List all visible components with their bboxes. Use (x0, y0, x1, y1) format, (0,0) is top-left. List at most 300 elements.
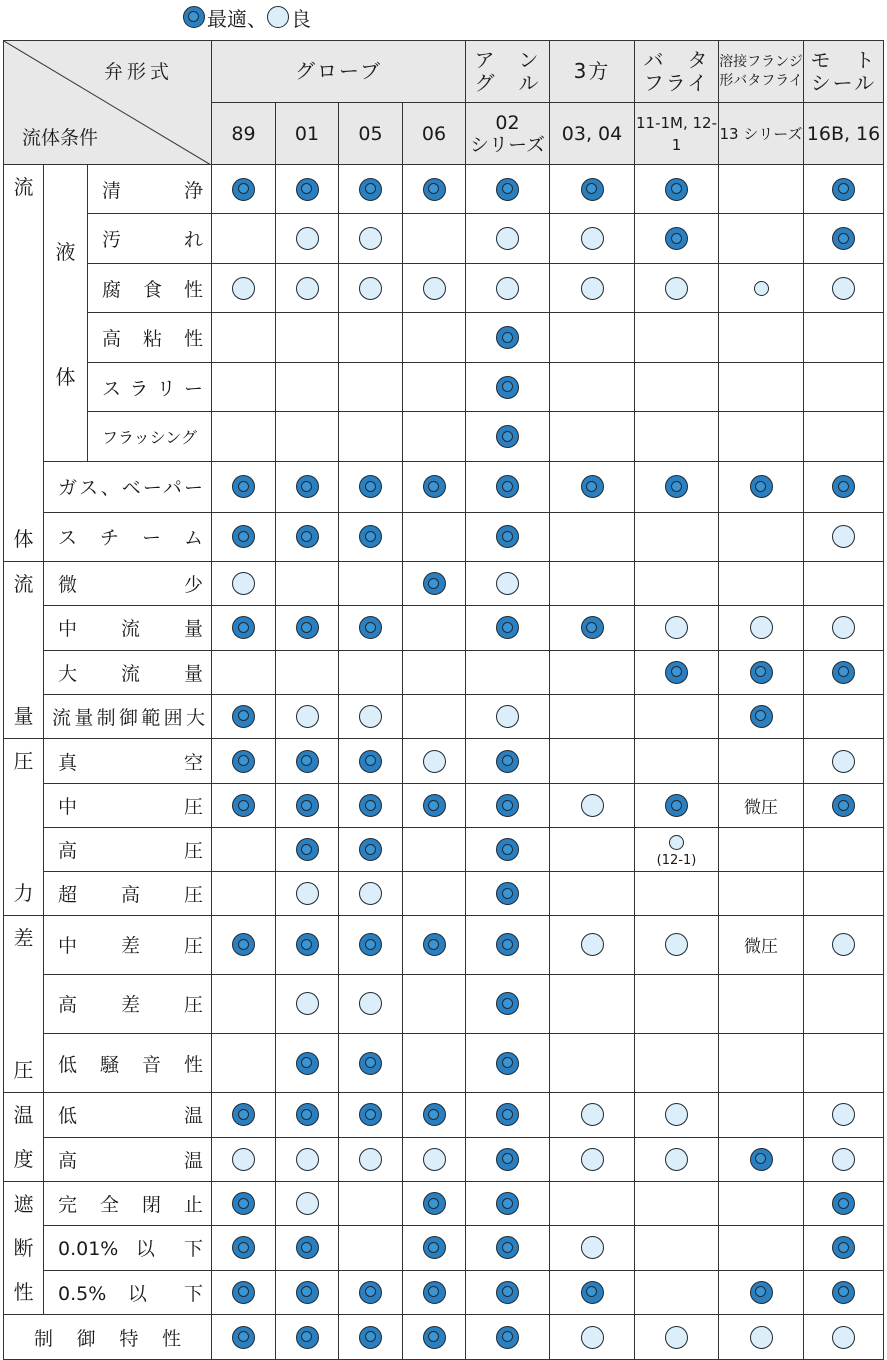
category-diffp: 差 圧 (4, 916, 44, 1093)
rating-cell (403, 1093, 466, 1138)
fluid-condition-heading: 流体条件 (22, 127, 99, 149)
good-mark-icon (581, 933, 604, 956)
group-butterfly: バ タ フライ (635, 41, 719, 103)
rating-cell (466, 461, 550, 512)
best-mark-icon (423, 1192, 446, 1215)
rating-cell (212, 650, 276, 694)
good-mark-icon (496, 572, 519, 595)
condition-label: 高 差 圧 (44, 974, 212, 1034)
group-angle: ア ン グ ル (466, 41, 550, 103)
rating-cell (804, 214, 884, 263)
rating-cell (635, 412, 719, 461)
best-mark-icon (496, 992, 519, 1015)
best-mark-icon (232, 933, 255, 956)
rating-cell (403, 739, 466, 784)
best-mark-icon (750, 475, 773, 498)
rating-cell (804, 784, 884, 828)
rating-cell (719, 313, 804, 362)
best-mark-icon (359, 525, 382, 548)
rating-cell (466, 650, 550, 694)
condition-label: 0.01% 以 下 (44, 1226, 212, 1270)
table-row (4, 1034, 884, 1093)
rating-cell (550, 1226, 635, 1270)
rating-cell (635, 784, 719, 828)
rating-cell (804, 872, 884, 916)
rating-cell (550, 313, 635, 362)
good-mark-icon (750, 616, 773, 639)
rating-cell (635, 1226, 719, 1270)
best-mark-icon (496, 178, 519, 201)
rating-cell (212, 1093, 276, 1138)
rating-cell (212, 1034, 276, 1093)
rating-cell (550, 739, 635, 784)
rating-cell (212, 461, 276, 512)
best-mark-icon (232, 1192, 255, 1215)
rating-cell (212, 512, 276, 562)
best-mark-icon (296, 750, 319, 773)
best-mark-icon (665, 178, 688, 201)
rating-cell (550, 1270, 635, 1314)
condition-label: ス チ ー ム (44, 512, 212, 562)
rating-cell (276, 1315, 339, 1360)
rating-cell (212, 313, 276, 362)
rating-cell (339, 739, 403, 784)
rating-cell (276, 562, 339, 606)
rating-cell (719, 739, 804, 784)
best-mark-icon (423, 178, 446, 201)
rating-cell (339, 974, 403, 1034)
rating-cell (403, 828, 466, 872)
rating-cell (212, 916, 276, 975)
table-row (4, 165, 884, 214)
good-mark-icon (581, 1148, 604, 1171)
rating-cell (804, 461, 884, 512)
rating-cell (276, 916, 339, 975)
valve-selection-table (3, 40, 884, 1360)
table-row (4, 606, 884, 650)
good-mark-icon (296, 705, 319, 728)
best-mark-icon (832, 475, 855, 498)
rating-cell (719, 1315, 804, 1360)
best-mark-icon (496, 1236, 519, 1259)
best-mark-icon (296, 525, 319, 548)
rating-cell (550, 512, 635, 562)
rating-cell (212, 412, 276, 461)
legend-best-label: 最適、 (207, 6, 267, 31)
table-row (4, 974, 884, 1034)
condition-label: 真 空 (44, 739, 212, 784)
rating-cell (403, 263, 466, 312)
best-mark-icon (359, 750, 382, 773)
good-mark-icon (359, 1148, 382, 1171)
condition-label: 高 粘 性 (88, 313, 212, 362)
rating-cell (403, 1182, 466, 1226)
best-mark-icon (832, 661, 855, 684)
rating-cell: 微圧 (719, 916, 804, 975)
rating-cell (403, 974, 466, 1034)
best-mark-icon (665, 794, 688, 817)
good-mark-icon (665, 1326, 688, 1349)
best-mark-icon (296, 794, 319, 817)
rating-cell (550, 784, 635, 828)
best-mark-icon (232, 750, 255, 773)
table-row (4, 412, 884, 461)
rating-cell (466, 606, 550, 650)
rating-cell (212, 828, 276, 872)
rating-cell (550, 165, 635, 214)
good-mark-icon (296, 1192, 319, 1215)
rating-cell (804, 1182, 884, 1226)
rating-cell (276, 1093, 339, 1138)
rating-cell (550, 1034, 635, 1093)
rating-cell (403, 872, 466, 916)
good-mark-icon (267, 6, 289, 28)
table-row (4, 512, 884, 562)
group-globe: グローブ (212, 41, 466, 103)
good-mark-icon (669, 835, 684, 850)
rating-cell (635, 1034, 719, 1093)
rating-cell (635, 650, 719, 694)
good-mark-icon (423, 277, 446, 300)
rating-cell (719, 412, 804, 461)
rating-cell (804, 512, 884, 562)
rating-cell (804, 1137, 884, 1182)
rating-cell (212, 1315, 276, 1360)
best-mark-icon (581, 475, 604, 498)
good-mark-icon (581, 1236, 604, 1259)
rating-cell (550, 694, 635, 738)
good-mark-icon (581, 1326, 604, 1349)
rating-cell (339, 872, 403, 916)
best-mark-icon (496, 475, 519, 498)
rating-cell (804, 165, 884, 214)
best-mark-icon (832, 1192, 855, 1215)
best-mark-icon (496, 1103, 519, 1126)
rating-cell (804, 739, 884, 784)
good-mark-icon (359, 277, 382, 300)
good-mark-icon (232, 572, 255, 595)
rating-cell (804, 1270, 884, 1314)
best-mark-icon (423, 1103, 446, 1126)
best-mark-icon (296, 616, 319, 639)
rating-cell (339, 512, 403, 562)
rating-cell (466, 739, 550, 784)
rating-cell (466, 1315, 550, 1360)
model-16: 16B, 16 (804, 103, 884, 165)
good-mark-icon (496, 277, 519, 300)
rating-cell: 微圧 (719, 784, 804, 828)
rating-cell (212, 263, 276, 312)
rating-cell (276, 412, 339, 461)
table-row (4, 1182, 884, 1226)
best-mark-icon (665, 661, 688, 684)
best-mark-icon (296, 475, 319, 498)
good-mark-icon (296, 277, 319, 300)
rating-cell (276, 1182, 339, 1226)
rating-cell (403, 362, 466, 411)
rating-cell (635, 1315, 719, 1360)
best-mark-icon (423, 794, 446, 817)
rating-cell (276, 461, 339, 512)
rating-cell (719, 606, 804, 650)
rating-cell (339, 562, 403, 606)
rating-cell (212, 784, 276, 828)
rating-cell (339, 165, 403, 214)
good-mark-icon (665, 1148, 688, 1171)
table-row (4, 828, 884, 872)
rating-cell (212, 872, 276, 916)
rating-cell (276, 739, 339, 784)
legend (183, 3, 311, 31)
good-mark-icon (832, 277, 855, 300)
best-mark-icon (750, 1281, 773, 1304)
condition-label: 汚 れ (88, 214, 212, 263)
good-mark-icon (359, 882, 382, 905)
rating-cell (466, 872, 550, 916)
rating-cell (276, 650, 339, 694)
good-mark-icon (496, 227, 519, 250)
rating-cell (466, 916, 550, 975)
rating-cell (550, 974, 635, 1034)
rating-cell (719, 362, 804, 411)
rating-cell (403, 1034, 466, 1093)
model-05: 05 (339, 103, 403, 165)
rating-cell (466, 1182, 550, 1226)
good-mark-icon (832, 616, 855, 639)
rating-cell (719, 1182, 804, 1226)
table-row (4, 650, 884, 694)
rating-cell (804, 606, 884, 650)
best-mark-icon (581, 178, 604, 201)
rating-cell (403, 916, 466, 975)
rating-cell (635, 606, 719, 650)
best-mark-icon (232, 178, 255, 201)
rating-cell (635, 828, 719, 872)
rating-cell (276, 784, 339, 828)
best-mark-icon (423, 933, 446, 956)
rating-cell (466, 784, 550, 828)
rating-cell (804, 562, 884, 606)
good-mark-icon (832, 750, 855, 773)
condition-label: 中 流 量 (44, 606, 212, 650)
table-row (4, 313, 884, 362)
condition-label: 高 温 (44, 1137, 212, 1182)
best-mark-icon (496, 525, 519, 548)
condition-label: 大 流 量 (44, 650, 212, 694)
rating-cell (403, 313, 466, 362)
rating-cell (804, 828, 884, 872)
condition-label: ガス、ベーパー (44, 461, 212, 512)
rating-cell (212, 606, 276, 650)
rating-cell (339, 606, 403, 650)
best-mark-icon (232, 616, 255, 639)
best-mark-icon (496, 326, 519, 349)
rating-cell (804, 362, 884, 411)
rating-cell (635, 263, 719, 312)
condition-header-cell (4, 41, 212, 165)
best-mark-icon (750, 661, 773, 684)
rating-cell (804, 650, 884, 694)
rating-cell (466, 1093, 550, 1138)
rating-cell (719, 974, 804, 1034)
rating-cell (466, 828, 550, 872)
rating-cell (403, 1315, 466, 1360)
best-mark-icon (423, 572, 446, 595)
best-mark-icon (832, 1281, 855, 1304)
best-mark-icon (359, 616, 382, 639)
rating-cell (276, 313, 339, 362)
rating-cell (276, 512, 339, 562)
rating-cell (212, 1137, 276, 1182)
rating-cell (276, 828, 339, 872)
condition-label: フラッシング (88, 412, 212, 461)
rating-cell (804, 916, 884, 975)
best-mark-icon (665, 475, 688, 498)
rating-cell (804, 1315, 884, 1360)
best-mark-icon (581, 1281, 604, 1304)
rating-cell (635, 461, 719, 512)
table-row (4, 1226, 884, 1270)
rating-cell (550, 1093, 635, 1138)
best-mark-icon (232, 1281, 255, 1304)
good-mark-icon (296, 992, 319, 1015)
best-mark-icon (359, 1281, 382, 1304)
rating-cell (339, 461, 403, 512)
rating-cell (403, 165, 466, 214)
rating-cell (550, 828, 635, 872)
rating-cell (339, 650, 403, 694)
rating-cell (550, 1315, 635, 1360)
rating-cell (403, 606, 466, 650)
best-mark-icon (296, 933, 319, 956)
rating-cell (719, 1270, 804, 1314)
best-mark-icon (496, 750, 519, 773)
condition-label: 流量制御範囲大 (44, 694, 212, 738)
table-row (4, 1137, 884, 1182)
rating-cell (466, 214, 550, 263)
subcategory-liquid: 液 体 (44, 165, 88, 462)
rating-cell (804, 1034, 884, 1093)
rating-cell (719, 650, 804, 694)
rating-cell (635, 214, 719, 263)
rating-cell (403, 512, 466, 562)
condition-label: 清 浄 (88, 165, 212, 214)
rating-cell (339, 1182, 403, 1226)
rating-cell (339, 1034, 403, 1093)
rating-cell (719, 1137, 804, 1182)
rating-cell (719, 461, 804, 512)
rating-cell (804, 1093, 884, 1138)
best-mark-icon (496, 794, 519, 817)
rating-cell (804, 694, 884, 738)
model-03-04: 03, 04 (550, 103, 635, 165)
good-mark-icon (359, 992, 382, 1015)
best-mark-icon (832, 794, 855, 817)
rating-cell (466, 362, 550, 411)
rating-cell (719, 872, 804, 916)
rating-cell (212, 1270, 276, 1314)
best-mark-icon (232, 1236, 255, 1259)
condition-label: スラリー (88, 362, 212, 411)
rating-cell (804, 313, 884, 362)
best-mark-icon (496, 376, 519, 399)
best-mark-icon (296, 178, 319, 201)
rating-cell (466, 1226, 550, 1270)
good-mark-icon (665, 933, 688, 956)
condition-label: 腐 食 性 (88, 263, 212, 312)
best-mark-icon (496, 1052, 519, 1075)
rating-cell (466, 974, 550, 1034)
rating-cell (550, 263, 635, 312)
good-mark-icon (359, 227, 382, 250)
best-mark-icon (296, 1103, 319, 1126)
rating-cell (276, 606, 339, 650)
table-row (4, 739, 884, 784)
best-mark-icon (359, 178, 382, 201)
good-mark-icon (665, 616, 688, 639)
category-pressure: 圧 力 (4, 739, 44, 916)
best-mark-icon (359, 838, 382, 861)
rating-cell (276, 1270, 339, 1314)
best-mark-icon (496, 616, 519, 639)
rating-cell (635, 165, 719, 214)
good-mark-icon (832, 1148, 855, 1171)
best-mark-icon (232, 475, 255, 498)
condition-label: 微 少 (44, 562, 212, 606)
rating-cell (635, 562, 719, 606)
best-mark-icon (296, 1281, 319, 1304)
best-mark-icon (423, 1281, 446, 1304)
condition-label: 完 全 閉 止 (44, 1182, 212, 1226)
best-mark-icon (359, 1052, 382, 1075)
rating-cell (212, 1182, 276, 1226)
rating-cell (276, 872, 339, 916)
rating-cell (635, 739, 719, 784)
good-mark-icon (665, 1103, 688, 1126)
rating-cell (403, 694, 466, 738)
rating-cell (212, 739, 276, 784)
best-mark-icon (750, 705, 773, 728)
valve-type-heading: 弁形式 (104, 61, 174, 83)
rating-cell (403, 412, 466, 461)
best-mark-icon (359, 1326, 382, 1349)
rating-cell (719, 828, 804, 872)
rating-cell (635, 313, 719, 362)
condition-label: 中 圧 (44, 784, 212, 828)
group-motoseal: モ ト シール (804, 41, 884, 103)
rating-cell (635, 916, 719, 975)
rating-cell (550, 362, 635, 411)
good-mark-icon (296, 1148, 319, 1171)
rating-cell (466, 1137, 550, 1182)
rating-cell (403, 461, 466, 512)
rating-cell (339, 784, 403, 828)
best-mark-icon (496, 1192, 519, 1215)
best-mark-icon (496, 838, 519, 861)
best-mark-icon (296, 1236, 319, 1259)
rating-cell (804, 412, 884, 461)
rating-cell (804, 263, 884, 312)
best-mark-icon (359, 1103, 382, 1126)
rating-cell (719, 1034, 804, 1093)
rating-cell (550, 606, 635, 650)
rating-cell (212, 694, 276, 738)
rating-cell (635, 974, 719, 1034)
best-mark-icon (496, 933, 519, 956)
rating-cell (635, 1270, 719, 1314)
best-mark-icon (296, 1052, 319, 1075)
good-mark-icon (423, 1148, 446, 1171)
